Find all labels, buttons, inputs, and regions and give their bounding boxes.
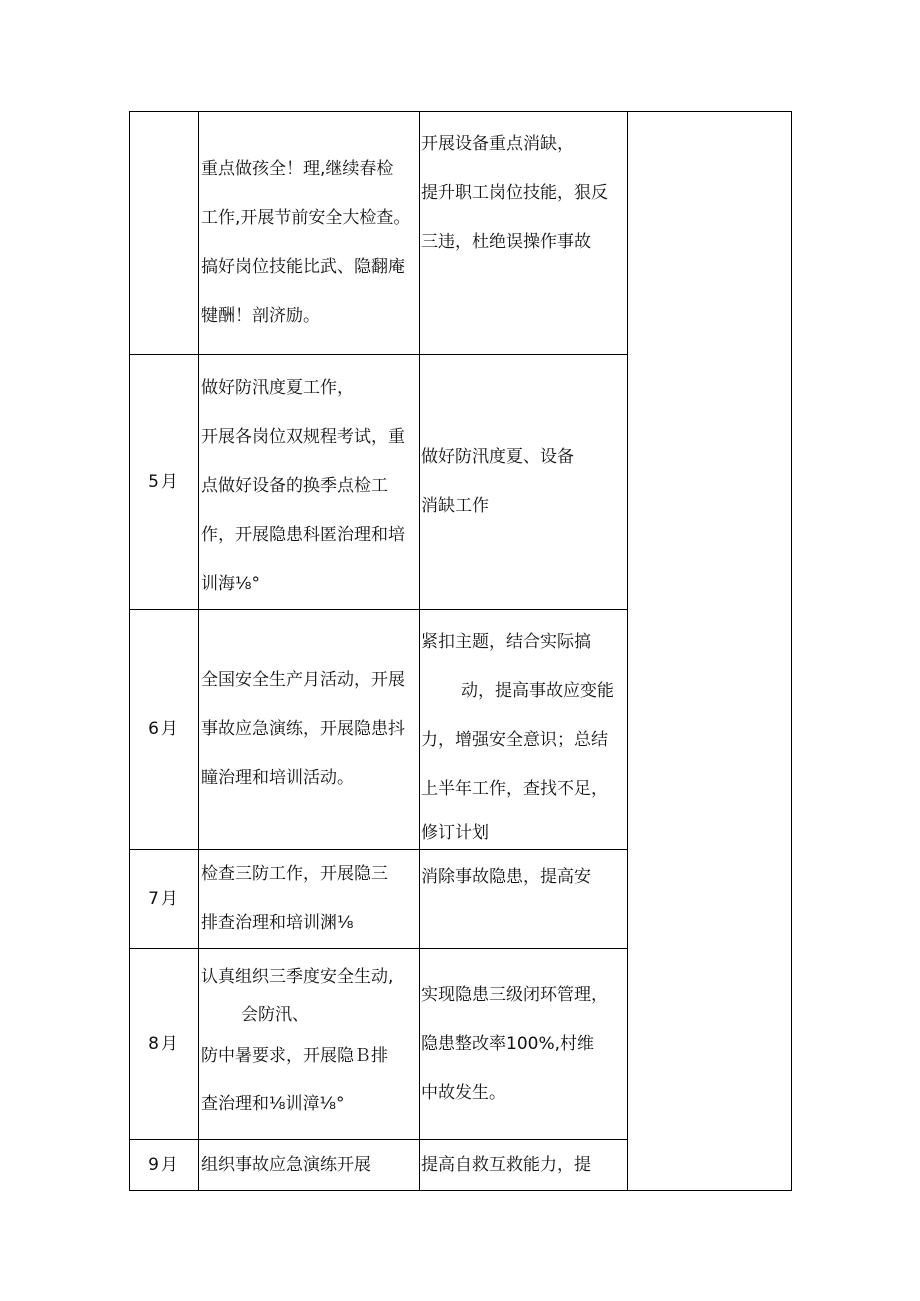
content-line: 排查治理和培训渊⅛ bbox=[201, 913, 354, 933]
content-line: 点做好设备的换季点检工 bbox=[201, 476, 388, 496]
goal-line: 消缺工作 bbox=[421, 496, 489, 516]
content-line: 训海⅛° bbox=[201, 574, 260, 594]
goal-line: 提高自救互救能力，提 bbox=[421, 1154, 591, 1175]
goal-line: 力，增强安全意识；总结 bbox=[421, 730, 608, 750]
goal-line: 开展设备重点消缺， bbox=[421, 134, 574, 154]
content-cell bbox=[199, 850, 420, 949]
goal-line: 修订计划 bbox=[421, 823, 489, 843]
content-line: 检查三防工作，开展隐三 bbox=[201, 864, 388, 884]
content-cell bbox=[199, 1140, 420, 1191]
month-label: 7月 bbox=[148, 888, 180, 909]
goal-line: 三违，杜绝误操作事故 bbox=[421, 232, 591, 252]
goal-line: 动，提高事故应变能 bbox=[461, 681, 614, 701]
content-cell bbox=[199, 355, 420, 610]
month-cell bbox=[130, 355, 199, 610]
goal-line: 消除事故隐患，提高安 bbox=[421, 867, 591, 887]
content-line: 搞好岗位技能比武、隐翻庵 bbox=[201, 257, 405, 277]
goal-line: 上半年工作，查找不足， bbox=[421, 779, 608, 799]
month-label: 8月 bbox=[148, 1033, 180, 1054]
content-line: 认真组织三季度安全生动, bbox=[201, 967, 394, 987]
goal-line: 紧扣主题，结合实际搞 bbox=[421, 632, 591, 652]
content-line: 会防汛、 bbox=[241, 1005, 309, 1025]
goal-line: 实现隐患三级闭环管理， bbox=[421, 984, 608, 1005]
month-cell bbox=[130, 949, 199, 1140]
content-line: 组织事故应急演练开展 bbox=[201, 1154, 371, 1175]
month-cell bbox=[130, 610, 199, 850]
month-cell bbox=[130, 850, 199, 949]
content-line: 查治理和⅛训漳⅛° bbox=[201, 1094, 345, 1114]
content-line: 犍酬！剖济励。 bbox=[201, 306, 320, 326]
goal-line: 做好防汛度夏、设备 bbox=[421, 447, 574, 467]
table-row bbox=[130, 112, 792, 355]
content-line: 瞳治理和培训活动。 bbox=[201, 768, 354, 788]
content-line: 全国安全生产月活动，开展 bbox=[201, 670, 405, 690]
month-label: 6月 bbox=[148, 719, 180, 739]
content-line: 事故应急演练，开展隐患抖 bbox=[201, 719, 405, 739]
month-cell bbox=[130, 112, 199, 355]
month-cell bbox=[130, 1140, 199, 1191]
content-line: 工作,开展节前安全大检查。 bbox=[201, 208, 411, 228]
content-cell bbox=[199, 112, 420, 355]
goal-cell bbox=[420, 850, 628, 949]
content-cell bbox=[199, 949, 420, 1140]
remarks-cell bbox=[628, 112, 792, 1191]
content-line: 作，开展隐患科匿治理和培 bbox=[201, 525, 405, 545]
goal-cell bbox=[420, 355, 628, 610]
goal-cell bbox=[420, 112, 628, 355]
goal-cell bbox=[420, 1140, 628, 1191]
content-line: 防中暑要求，开展隐Ｂ排 bbox=[201, 1046, 388, 1066]
content-line: 开展各岗位双规程考试，重 bbox=[201, 427, 405, 447]
safety-plan-table bbox=[129, 111, 792, 1191]
goal-cell bbox=[420, 610, 628, 850]
goal-line: 隐患整改率100%,村维 bbox=[421, 1033, 595, 1054]
content-line: 重点做孩全！理,继续春检 bbox=[201, 159, 394, 179]
month-label: 9月 bbox=[148, 1154, 180, 1175]
goal-cell bbox=[420, 949, 628, 1140]
goal-line: 中故发生。 bbox=[421, 1082, 506, 1103]
content-cell bbox=[199, 610, 420, 850]
goal-line: 提升职工岗位技能，狠反 bbox=[421, 183, 608, 203]
month-label: 5月 bbox=[148, 471, 180, 492]
content-line: 做好防汛度夏工作， bbox=[201, 378, 354, 398]
